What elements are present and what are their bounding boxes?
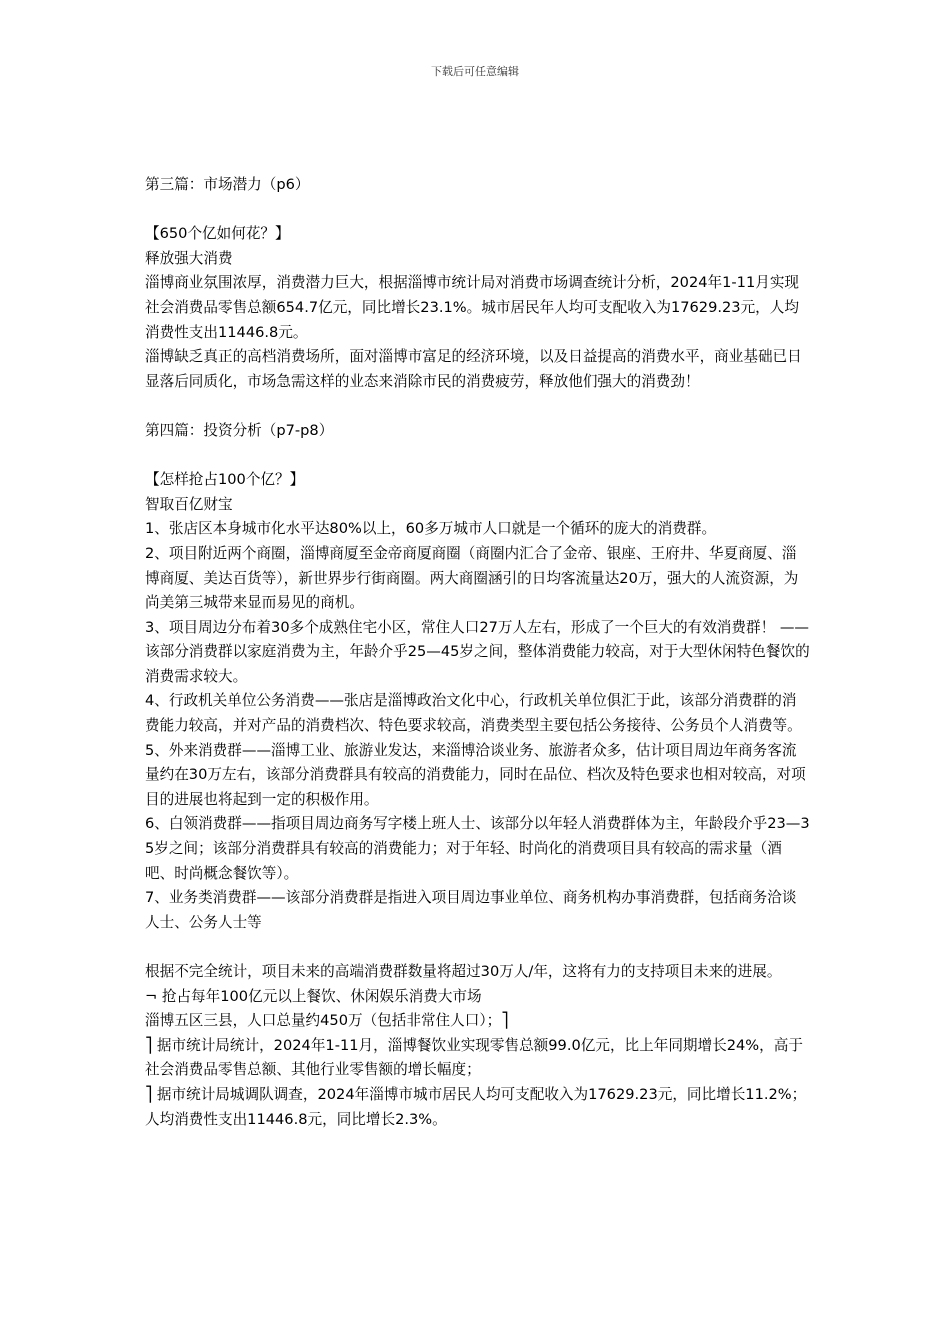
page-header: 下载后可任意编辑 — [431, 65, 519, 78]
spacer — [145, 935, 810, 960]
paragraph: 淄博商业氛围浓厚，消费潜力巨大，根据淄博市统计局对消费市场调查统计分析，2024年1-11月实现社会消费品零售总额654.7亿元，同比增长23.1%。城市居民年人均可支配收入为17629.23元，人均消费性支出11446.8元。 — [145, 274, 800, 341]
bullet-item: 淄博五区三县，人口总量约450万（包括非常住人口）；⎤ — [145, 1012, 509, 1030]
list-item: 6、白领消费群——指项目周边商务写字楼上班人士、该部分以年轻人消费群体为主，年龄段介乎23—35岁之间；该部分消费群具有较高的消费能力；对于年轻、时尚化的消费项目具有较高的需求量（酒吧、时尚概念餐饮等）。 — [145, 815, 810, 882]
subheading-title: 释放强大消费 — [145, 249, 233, 267]
bullet-item: ¬ 抢占每年100亿元以上餐饮、休闲娱乐消费大市场 — [145, 987, 482, 1005]
document-body — [145, 173, 810, 1132]
spacer — [145, 198, 810, 223]
list-item: 3、项目周边分布着30多个成熟住宅小区，常住人口27万人左右，形成了一个巨大的有效消费群！ ——该部分消费群以家庭消费为主，年龄介乎25—45岁之间，整体消费能力较高，对于大型休闲特色餐饮的消费需求较大。 — [145, 618, 810, 685]
subheading-question: 【怎样抢占100个亿？】 — [145, 471, 305, 489]
list-item: 4、行政机关单位公务消费——张店是淄博政治文化中心，行政机关单位俱汇于此，该部分消费群的消费能力较高，并对产品的消费档次、特色要求较高，消费类型主要包括公务接待、公务员个人消费等。 — [145, 692, 802, 735]
list-item: 2、项目附近两个商圈，淄博商厦至金帝商厦商圈（商圈内汇合了金帝、银座、王府井、华夏商厦、淄博商厦、美达百货等），新世界步行街商圈。两大商圈涵引的日均客流量达20万，强大的人流资源，为尚美第三城带来显而易见的商机。 — [145, 544, 799, 612]
bullet-item: ⎤ 据市统计局城调队调查，2024年淄博市城市居民人均可支配收入为17629.23元，同比增长11.2%；人均消费性支出11446.8元，同比增长2.3%。 — [145, 1085, 807, 1128]
section-heading-4: 第四篇：投资分析（p7-p8） — [145, 421, 334, 439]
list-item: 1、张店区本身城市化水平达80%以上，60多万城市人口就是一个循环的庞大的消费群。 — [145, 520, 717, 538]
bullet-item: ⎤ 据市统计局统计，2024年1-11月，淄博餐饮业实现零售总额99.0亿元，比上年同期增长24%，高于社会消费品零售总额、其他行业零售额的增长幅度； — [145, 1036, 803, 1079]
subheading-question: 【650个亿如何花？】 — [145, 225, 290, 243]
section-heading-3: 第三篇：市场潜力（p6） — [145, 176, 310, 193]
list-item: 5、外来消费群——淄博工业、旅游业发达，来淄博洽谈业务、旅游者众多，估计项目周边年商务客流量约在30万左右，该部分消费群具有较高的消费能力，同时在品位、档次及特色要求也相对较高，对项目的进展也将起到一定的积极作用。 — [145, 741, 806, 808]
list-item: 7、业务类消费群——该部分消费群是指进入项目周边事业单位、商务机构办事消费群，包括商务洽谈人士、公务人士等 — [145, 889, 797, 931]
spacer — [145, 444, 810, 469]
paragraph: 根据不完全统计，项目未来的高端消费群数量将超过30万人/年，这将有力的支持项目未来的进展。 — [145, 963, 782, 980]
spacer — [145, 394, 810, 419]
paragraph: 淄博缺乏真正的高档消费场所，面对淄博市富足的经济环境，以及日益提高的消费水平，商业基础已日显落后同质化，市场急需这样的业态来消除市民的消费疲劳，释放他们强大的消费劲！ — [145, 348, 802, 390]
subheading-title: 智取百亿财宝 — [145, 495, 233, 513]
